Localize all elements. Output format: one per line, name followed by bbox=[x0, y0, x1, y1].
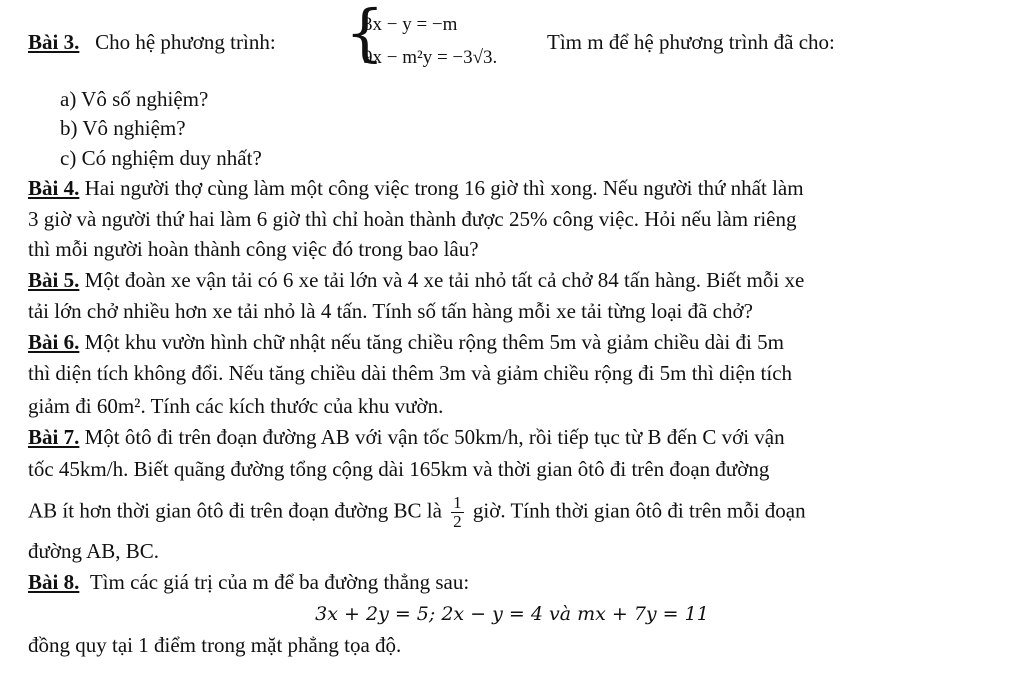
b7-frac-num: 1 bbox=[453, 493, 462, 512]
b7-line-3 bbox=[28, 494, 806, 531]
b4-line-1 bbox=[28, 175, 804, 201]
b4-label: Bài 4. bbox=[28, 176, 80, 200]
b8-tail: đồng quy tại 1 điểm trong mặt phẳng tọa độ. bbox=[28, 633, 402, 657]
b8-equations-text: 3x + 2y = 5; 2x − y = 4 và mx + 7y = 11 bbox=[315, 603, 709, 625]
b3-eq2: 9x − m²y = −3√3. bbox=[363, 47, 498, 68]
b6-line-1 bbox=[28, 329, 784, 355]
b7-line-1 bbox=[28, 424, 785, 450]
b5-label: Bài 5. bbox=[28, 268, 80, 292]
b7-label: Bài 7. bbox=[28, 425, 80, 449]
b3-item-b: b) Vô nghiệm? bbox=[60, 116, 186, 140]
b5-line-2: tải lớn chở nhiều hơn xe tải nhỏ là 4 tấn. Tính số tấn hàng mỗi xe tải từng loại đã chở? bbox=[28, 299, 753, 323]
b7-line-4: đường AB, BC. bbox=[28, 539, 160, 563]
b3-eq1: 3x − y = −m bbox=[363, 14, 458, 35]
b3-intro: Cho hệ phương trình: bbox=[95, 30, 276, 54]
b3-label: Bài 3. bbox=[28, 30, 80, 54]
b7-frac-den: 2 bbox=[453, 512, 462, 531]
b5-line-1 bbox=[28, 267, 804, 293]
b8-equations bbox=[0, 600, 1024, 627]
b4-text-1: Hai người thợ cùng làm một công việc trong 16 giờ thì xong. Nếu người thứ nhất làm bbox=[84, 176, 804, 200]
b6-text-1: Một khu vườn hình chữ nhật nếu tăng chiều rộng thêm 5m và giảm chiều dài đi 5m bbox=[84, 330, 784, 354]
b6-line-2: thì diện tích không đổi. Nếu tăng chiều dài thêm 3m và giảm chiều rộng đi 5m thì diện tích bbox=[28, 361, 793, 385]
b7-fraction bbox=[451, 494, 464, 531]
b4-line-3: thì mỗi người hoàn thành công việc đó trong bao lâu? bbox=[28, 237, 479, 261]
b7-text-1: Một ôtô đi trên đoạn đường AB với vận tốc 50km/h, rồi tiếp tục từ B đến C với vận bbox=[84, 425, 785, 449]
b8-intro: Tìm các giá trị của m để ba đường thẳng sau: bbox=[89, 570, 470, 594]
b3-item-a: a) Vô số nghiệm? bbox=[60, 87, 209, 111]
b7-text-3a: AB ít hơn thời gian ôtô đi trên đoạn đường BC là bbox=[28, 498, 442, 523]
b7-text-3b: giờ. Tính thời gian ôtô đi trên mỗi đoạn bbox=[472, 498, 806, 523]
b6-line-3: giảm đi 60m². Tính các kích thước của khu vườn. bbox=[28, 394, 444, 418]
b7-line-2: tốc 45km/h. Biết quãng đường tổng cộng dài 165km và thời gian ôtô đi trên đoạn đường bbox=[28, 457, 770, 481]
b4-line-2: 3 giờ và người thứ hai làm 6 giờ thì chỉ hoàn thành được 25% công việc. Hỏi nếu làm riêng bbox=[28, 207, 797, 231]
b6-label: Bài 6. bbox=[28, 330, 80, 354]
b8-line-1 bbox=[28, 569, 469, 595]
b8-label: Bài 8. bbox=[28, 570, 80, 594]
b5-text-1: Một đoàn xe vận tải có 6 xe tải lớn và 4 xe tải nhỏ tất cả chở 84 tấn hàng. Biết mỗi xe bbox=[84, 268, 805, 292]
b3-system bbox=[345, 0, 545, 70]
b3-header bbox=[28, 29, 276, 55]
b3-item-c: c) Có nghiệm duy nhất? bbox=[60, 146, 262, 170]
b3-tail: Tìm m để hệ phương trình đã cho: bbox=[547, 30, 835, 54]
b3-brace: { bbox=[345, 0, 385, 69]
